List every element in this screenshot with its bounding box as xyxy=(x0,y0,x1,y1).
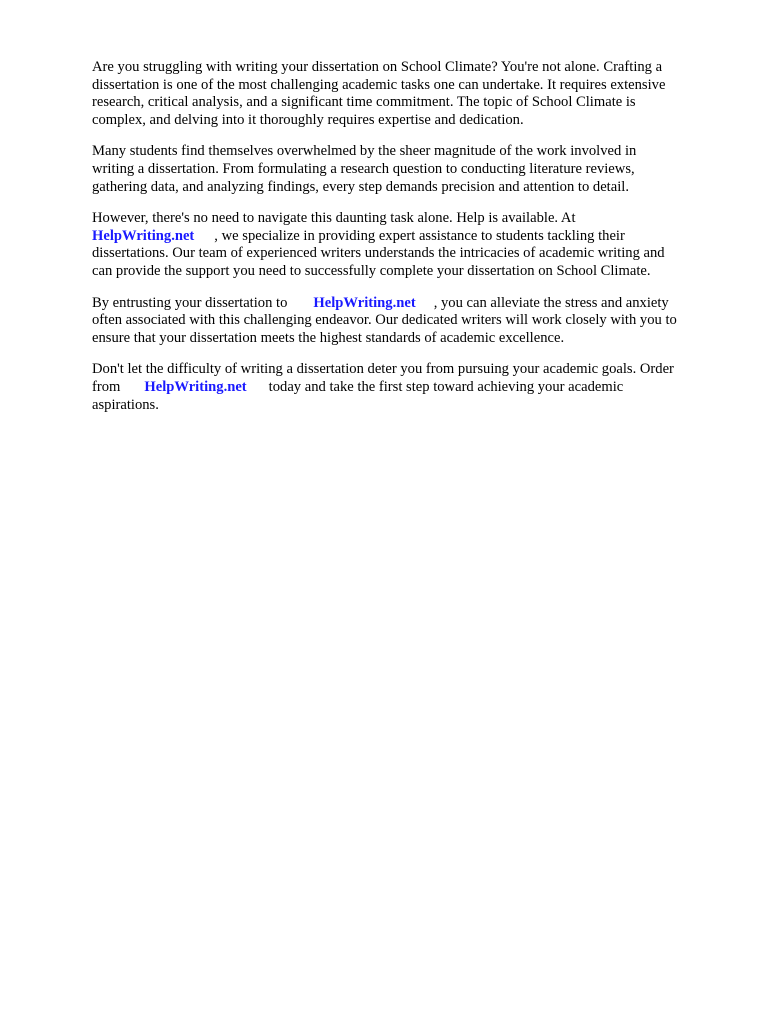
text-line: Many students find themselves overwhelmed by the sheer magnitude of the work involved in xyxy=(92,143,637,160)
text-line: Don't let the difficulty of writing a dissertation deter you from pursuing your academic goals. Order xyxy=(92,361,674,378)
document-body xyxy=(92,59,717,428)
text-line: ensure that your dissertation meets the highest standards of academic excellence. xyxy=(92,329,565,346)
paragraph-help-available xyxy=(92,210,717,280)
helpwriting-link[interactable]: HelpWriting.net xyxy=(144,378,247,395)
text-fragment: , you can alleviate the stress and anxiety xyxy=(433,294,669,311)
text-fragment: today and take the first step toward achieving your academic xyxy=(268,378,624,395)
helpwriting-link[interactable]: HelpWriting.net xyxy=(313,294,416,311)
text-fragment: , we specialize in providing expert assistance to students tackling their xyxy=(214,227,625,244)
text-line: writing a dissertation. From formulating a research question to conducting literature reviews, xyxy=(92,160,635,177)
text-line-with-link xyxy=(92,228,717,246)
text-line-with-link xyxy=(92,379,717,397)
paragraph-overwhelmed xyxy=(92,143,717,196)
paragraph-call-to-action xyxy=(92,361,717,414)
text-line: can provide the support you need to successfully complete your dissertation on School Climate. xyxy=(92,262,651,279)
helpwriting-link[interactable]: HelpWriting.net xyxy=(92,227,195,244)
text-line-with-link xyxy=(92,295,717,313)
text-line: Are you struggling with writing your dissertation on School Climate? You're not alone. Crafting a xyxy=(92,59,663,75)
text-line: However, there's no need to navigate this daunting task alone. Help is available. At xyxy=(92,210,576,227)
text-line: aspirations. xyxy=(92,396,159,413)
text-line: research, critical analysis, and a significant time commitment. The topic of School Climate is xyxy=(92,94,636,111)
text-line: gathering data, and analyzing findings, every step demands precision and attention to detail. xyxy=(92,178,629,195)
text-line: dissertations. Our team of experienced writers understands the intricacies of academic writing and xyxy=(92,245,665,262)
text-line: complex, and delving into it thoroughly requires expertise and dedication. xyxy=(92,111,524,128)
paragraph-intro xyxy=(92,59,717,129)
text-fragment: from xyxy=(92,378,121,395)
paragraph-entrusting xyxy=(92,295,717,348)
text-line: often associated with this challenging endeavor. Our dedicated writers will work closely with you to xyxy=(92,312,677,329)
text-line: dissertation is one of the most challenging academic tasks one can undertake. It requires extensive xyxy=(92,76,666,93)
text-fragment: By entrusting your dissertation to xyxy=(92,294,288,311)
